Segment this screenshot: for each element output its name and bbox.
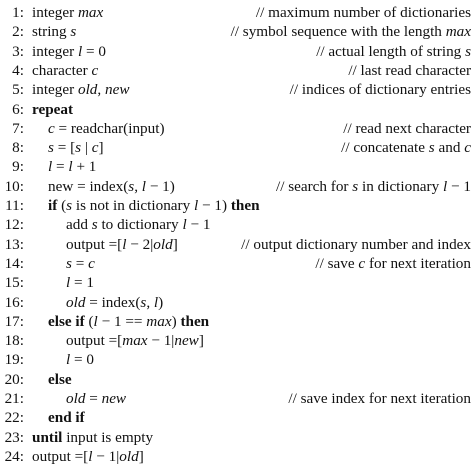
math-variable: l: [93, 312, 98, 330]
comment-text: and: [434, 139, 465, 157]
algorithm-line: [0, 447, 474, 466]
line-number: 15:: [4, 274, 24, 292]
code-comment: [343, 119, 471, 138]
code-comment: [348, 61, 471, 80]
line-number: 11:: [5, 197, 24, 214]
code-text: character: [32, 61, 92, 79]
comment-text: // concatenate: [341, 139, 429, 157]
code-comment: [256, 3, 471, 22]
code-text: integer: [32, 42, 78, 60]
math-variable: l: [443, 177, 448, 195]
math-variable: max: [122, 332, 148, 350]
math-variable: l: [182, 216, 187, 234]
line-number: 6:: [12, 100, 24, 118]
algorithm-line: [0, 370, 474, 389]
math-variable: s: [465, 42, 471, 60]
math-variable: s: [352, 177, 359, 195]
math-variable: s: [91, 216, 98, 234]
line-number: 4:: [12, 61, 24, 79]
code-text: ]: [198, 332, 204, 350]
code-text: ): [171, 312, 181, 330]
algorithm-line: [0, 196, 474, 215]
code-statement: [32, 447, 144, 466]
algorithm-line: [0, 293, 474, 312]
algorithm-line: [0, 157, 474, 176]
code-statement: [32, 100, 73, 119]
code-text: |: [81, 139, 92, 157]
comment-text: // search for: [275, 177, 353, 195]
code-statement: [48, 138, 104, 157]
comment-text: // symbol sequence with the length: [230, 23, 446, 41]
code-text: is not in dictionary: [72, 197, 194, 214]
math-variable: s: [428, 139, 435, 157]
code-text: ]: [98, 139, 104, 157]
code-text: ]: [138, 447, 144, 465]
line-number: 9:: [12, 158, 24, 176]
keyword: if: [48, 197, 58, 214]
code-statement: [32, 42, 106, 61]
keyword: repeat: [32, 100, 74, 118]
code-text: add: [66, 216, 92, 234]
code-text: − 1): [146, 177, 175, 195]
code-text: = 1: [70, 274, 94, 292]
code-statement: [32, 61, 98, 80]
code-text: − 2|: [126, 235, 154, 253]
code-comment: [288, 389, 471, 408]
line-number: 23:: [4, 428, 24, 446]
comment-text: // save index for next iteration: [288, 390, 471, 407]
code-text: string: [32, 23, 71, 41]
keyword: else if: [48, 312, 85, 330]
line-number: 13:: [4, 235, 24, 253]
math-variable: old: [66, 293, 86, 311]
math-variable: l: [141, 177, 147, 195]
code-statement: [48, 196, 260, 215]
line-number: 16:: [4, 293, 24, 311]
code-statement: [66, 389, 126, 408]
comment-text: // save: [315, 254, 359, 272]
algorithm-line: [0, 408, 474, 427]
code-comment: [276, 177, 471, 196]
code-text: output =[: [32, 447, 89, 465]
code-text: ]: [172, 235, 178, 253]
math-variable: s: [66, 197, 73, 214]
code-text: integer: [32, 81, 78, 99]
code-text: input is empty: [62, 428, 154, 446]
code-statement: [32, 22, 76, 41]
algorithm-line: [0, 389, 474, 408]
line-number: 18:: [4, 332, 24, 350]
code-text: = 0: [70, 351, 94, 369]
line-number: 5:: [12, 81, 24, 99]
code-text: − 1|: [92, 447, 120, 465]
line-number: 1:: [12, 4, 24, 21]
keyword: then: [230, 197, 260, 214]
code-text: = readchar(input): [54, 119, 165, 137]
code-text: = [: [53, 139, 76, 157]
algorithm-line: [0, 312, 474, 331]
algorithm-line: [0, 331, 474, 350]
math-variable: l: [66, 351, 71, 369]
line-number: 19:: [4, 351, 24, 369]
code-text: + 1: [72, 158, 97, 176]
math-variable: c: [91, 61, 99, 79]
keyword: until: [32, 428, 63, 446]
math-variable: l: [153, 293, 159, 311]
code-statement: [32, 428, 153, 447]
code-statement: [48, 177, 175, 196]
math-variable: old: [153, 235, 173, 253]
line-number: 24:: [4, 447, 24, 465]
math-variable: old: [77, 81, 98, 99]
code-statement: [48, 157, 96, 176]
math-variable: s: [66, 254, 72, 272]
math-variable: s: [128, 177, 135, 195]
algorithm-line: [0, 61, 474, 80]
comment-text: // maximum number of dictionaries: [255, 4, 471, 21]
line-number: 22:: [4, 409, 24, 427]
code-comment: [290, 80, 471, 99]
math-variable: old: [66, 390, 86, 407]
algorithm-line: [0, 3, 474, 22]
code-comment: [231, 22, 471, 41]
code-text: ,: [146, 293, 154, 311]
algorithm-line: [0, 350, 474, 369]
comment-text: // indices of dictionary entries: [289, 81, 471, 99]
line-number: 7:: [12, 119, 24, 137]
code-text: integer: [32, 4, 78, 21]
keyword: then: [180, 312, 210, 330]
line-number: 3:: [12, 42, 24, 60]
line-number: 8:: [12, 139, 24, 157]
math-variable: new: [104, 81, 130, 99]
algorithm-line: [0, 119, 474, 138]
comment-text: // last read character: [348, 61, 471, 79]
math-variable: l: [122, 235, 127, 253]
algorithm-line: [0, 42, 474, 61]
algorithm-line: [0, 177, 474, 196]
code-text: output =[: [66, 235, 123, 253]
algorithm-line: [0, 215, 474, 234]
code-text: (: [84, 312, 94, 330]
code-text: ,: [134, 177, 142, 195]
math-variable: new: [174, 332, 199, 350]
math-variable: s: [48, 139, 54, 157]
code-statement: [66, 215, 210, 234]
comment-text: − 1: [447, 177, 471, 195]
math-variable: l: [66, 274, 71, 292]
code-text: − 1|: [147, 332, 175, 350]
code-comment: [316, 42, 471, 61]
code-statement: [66, 273, 94, 292]
math-variable: s: [75, 139, 82, 157]
code-text: =: [52, 158, 69, 176]
math-variable: new: [101, 390, 127, 407]
code-text: output =[: [66, 332, 123, 350]
code-text: − 1 ==: [97, 312, 147, 330]
math-variable: c: [91, 139, 99, 157]
code-text: = 0: [82, 42, 106, 60]
code-text: to dictionary: [97, 216, 183, 234]
math-variable: c: [88, 254, 95, 272]
math-variable: max: [77, 4, 104, 21]
algorithm-line: [0, 80, 474, 99]
math-variable: c: [464, 139, 471, 157]
code-text: (: [57, 197, 67, 214]
math-variable: c: [358, 254, 366, 272]
code-text: ): [158, 293, 164, 311]
math-variable: s: [70, 23, 77, 41]
line-number: 20:: [4, 370, 24, 388]
algorithm-line: [0, 22, 474, 41]
math-variable: l: [77, 42, 83, 60]
line-number: 12:: [4, 216, 24, 234]
comment-text: in dictionary: [358, 177, 443, 195]
math-variable: old: [119, 447, 139, 465]
algorithm-line: [0, 254, 474, 273]
code-statement: [66, 350, 94, 369]
code-text: − 1: [186, 216, 211, 234]
code-comment: [315, 254, 471, 273]
code-statement: [66, 254, 95, 273]
code-statement: [66, 331, 204, 350]
code-comment: [241, 235, 471, 254]
math-variable: l: [48, 158, 53, 176]
code-statement: [66, 235, 178, 254]
algorithm-line: [0, 100, 474, 119]
algorithm-line: [0, 428, 474, 447]
code-text: =: [71, 254, 89, 272]
math-variable: max: [445, 23, 471, 41]
algorithm-line: [0, 273, 474, 292]
code-statement: [48, 119, 165, 138]
math-variable: l: [68, 158, 73, 176]
code-statement: [48, 370, 72, 389]
code-text: new = index(: [48, 177, 129, 195]
comment-text: // read next character: [343, 119, 471, 137]
line-number: 10:: [4, 177, 24, 195]
math-variable: l: [193, 197, 199, 214]
code-statement: [32, 3, 103, 22]
code-statement: [48, 408, 85, 427]
math-variable: max: [146, 312, 172, 330]
keyword: end if: [48, 409, 85, 427]
comment-text: // actual length of string: [316, 42, 466, 60]
line-number: 17:: [4, 312, 24, 330]
code-comment: [341, 138, 471, 157]
code-text: =: [85, 390, 102, 407]
keyword: else: [48, 370, 72, 388]
code-text: ,: [97, 81, 105, 99]
comment-text: for next iteration: [365, 254, 471, 272]
comment-text: // output dictionary number and index: [241, 235, 471, 253]
code-text: = index(: [85, 293, 141, 311]
math-variable: s: [140, 293, 147, 311]
code-text: − 1): [198, 197, 231, 214]
math-variable: l: [88, 447, 93, 465]
code-statement: [48, 312, 209, 331]
line-number: 2:: [12, 23, 24, 41]
math-variable: c: [48, 119, 55, 137]
algorithm-line: [0, 138, 474, 157]
algorithm-line: [0, 235, 474, 254]
line-number: 14:: [4, 254, 24, 272]
line-number: 21:: [4, 390, 24, 407]
code-statement: [66, 293, 163, 312]
code-statement: [32, 80, 129, 99]
